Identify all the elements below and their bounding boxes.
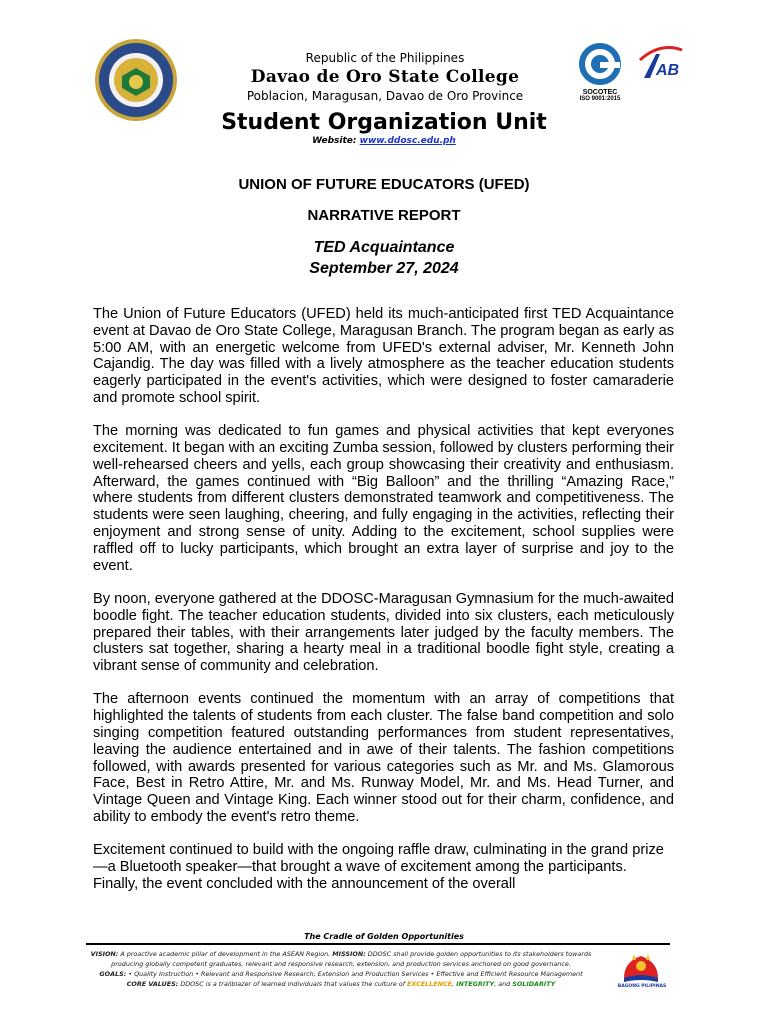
- paragraph: Excitement continued to build with the ongoing raffle draw, culminating in the grand prize—a Bluetooth speaker—that brought a wave of excitement among the participants. Finally, the event concluded with the announcement of the overall: [93, 842, 664, 892]
- core-values-line: CORE VALUES: DDOSC is a trailblazer of learned individuals that values the culture of EXCELLENCE, INTEGRITY, and SOLIDARITY: [126, 980, 556, 988]
- footer-statements: [86, 949, 596, 989]
- organization-title: UNION OF FUTURE EDUCATORS (UFED): [238, 176, 530, 193]
- event-title: TED Acquaintance: [313, 239, 455, 256]
- website-label: Website:: [312, 136, 357, 146]
- paragraph: The morning was dedicated to fun games and physical activities that kept everyones excitement. It began with an exciting Zumba session, followed by clusters performing their well-rehearsed cheers and yells, each group showcasing their creativity and enthusiasm. Afterward, the games continued with “Big Balloon” and the thrilling “Amazing Race,” where students from different clusters demonstrated teamwork and competitiveness. The students were seen laughing, cheering, and fully engaging in the activities, reflecting their enjoyment and strong sense of unity. Adding to the excitement, school supplies were raffled off to lucky participants, which brought an extra layer of surprise and joy to the event.: [93, 423, 674, 574]
- core-value-solidarity: SOLIDARITY: [512, 980, 556, 988]
- ab-label: AB: [656, 62, 680, 79]
- mission-label: MISSION:: [332, 950, 366, 958]
- republic-line: Republic of the Philippines: [305, 51, 465, 65]
- ab-certification-logo: [634, 40, 686, 106]
- paragraph: By noon, everyone gathered at the DDOSC-Maragusan Gymnasium for the much-awaited boodle fight. The teacher education students, divided into six clusters, each meticulously prepared their tables, with their arrangements later judged by the faculty members. The clusters sat together, sharing a hearty meal in a traditional boodle fight style, creating a vibrant sense of community and celebration.: [93, 590, 674, 675]
- mission-text: DDOSC shall provide golden opportunities to its stakeholders towards producing globally competent graduates, relevant and responsive research, extension, and production services anchored on good governance.: [111, 950, 592, 968]
- college-address: Poblacion, Maragusan, Davao de Oro Province: [246, 89, 524, 103]
- core-values-and: , and: [494, 980, 511, 988]
- core-value-excellence: EXCELLENCE: [407, 980, 453, 988]
- core-values-label: CORE VALUES:: [126, 980, 179, 988]
- bagong-pilipinas-label: BAGONG PILIPINAS: [617, 984, 667, 989]
- website-link[interactable]: www.ddosc.edu.ph: [359, 136, 456, 146]
- footer-tagline: The Cradle of Golden Opportunities: [304, 932, 464, 941]
- college-name: Davao de Oro State College: [250, 67, 520, 87]
- website-line: [0, 136, 768, 146]
- report-body: [93, 306, 674, 909]
- paragraph: The Union of Future Educators (UFED) held its much-anticipated first TED Acquaintance event at Davao de Oro State College, Maragusan Branch. The program began as early as 5:00 AM, with an energetic welcome from UFED's external adviser, Mr. Kenneth John Cajandig. The day was filled with a lively atmosphere as the teacher education students eagerly participated in the event's activities, which were designed to foster camaraderie and promote school spirit.: [93, 306, 674, 406]
- goals-text: • Quality Instruction • Relevant and Responsive Research, Extension and Production Services • Effective and Efficient Resource Management: [128, 970, 583, 978]
- event-date: September 27, 2024: [309, 260, 459, 277]
- core-value-integrity: INTEGRITY: [456, 980, 495, 988]
- goals-line: [86, 969, 596, 979]
- core-values-text: DDOSC is a trailblazer of learned individuals that values the culture of: [180, 980, 405, 988]
- vision-text: A proactive academic pillar of development in the ASEAN Region.: [120, 950, 331, 958]
- paragraph: The afternoon events continued the momentum with an array of competitions that highlighted the talents of students from each cluster. The false band competition and solo singing competition featured outstanding performances from student representatives, leaving the audience entertained and in awe of their talents. The fashion competitions followed, with awards presented for various categories such as Mr. and Ms. Glamorous Face, Best in Retro Attire, Mr. and Ms. Runway Model, Mr. and Ms. Head Turner, and Vintage Queen and Vintage King. Each winner stood out for their charm, confidence, and ability to embody the event's retro theme.: [93, 691, 674, 826]
- event-heading: [0, 237, 768, 279]
- footer-divider: [86, 943, 670, 945]
- iso-label: ISO 9001:2015: [579, 96, 621, 102]
- socotec-label: SOCOTEC: [582, 89, 618, 96]
- unit-title: Student Organization Unit: [221, 110, 547, 135]
- vision-mission-line: [86, 949, 596, 969]
- report-type: NARRATIVE REPORT: [307, 207, 461, 224]
- goals-label: GOALS:: [99, 970, 127, 978]
- socotec-certification-logo: [574, 40, 626, 106]
- vision-label: VISION:: [90, 950, 119, 958]
